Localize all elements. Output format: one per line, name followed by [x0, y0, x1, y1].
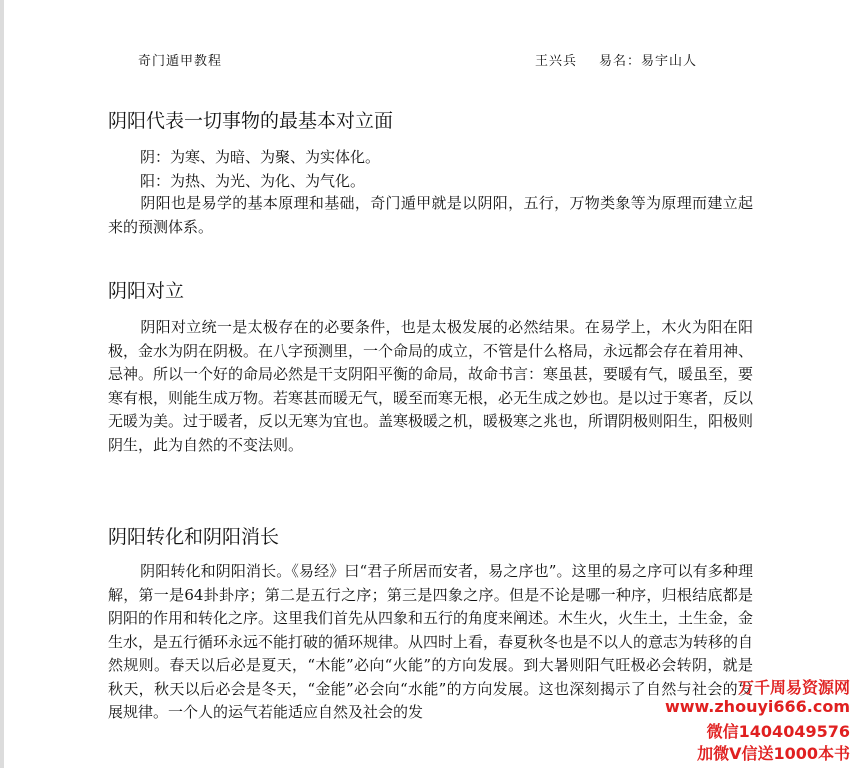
page-header — [0, 50, 858, 70]
scan-edge — [0, 0, 4, 768]
book-title: 奇门遁甲教程 — [138, 54, 223, 69]
section2-paragraph — [108, 316, 753, 457]
author-pen-name: 易名：易宇山人 — [599, 54, 698, 69]
section1-paragraph-text: 阴阳也是易学的基本原理和基础，奇门遁甲就是以阴阳，五行，万物类象等为原理而建立起来的预测体系。 — [108, 194, 753, 236]
yin-definition: 阴：为寒、为暗、为聚、为实体化。 — [140, 148, 381, 166]
watermark-url: www.zhouyi666.com — [664, 697, 850, 716]
author-info — [535, 50, 719, 69]
section3-paragraph — [108, 560, 753, 725]
section3-paragraph-text: 阴阳转化和阴阳消长。《易经》曰“君子所居而安者，易之序也”。这里的易之序可以有多种理解，第一是64卦卦序；第二是五行之序；第三是四象之序。但是不论是哪一种序，归根结底都是阴阳的作用和转化之序。这里我们首先从四象和五行的角度来阐述。木生火，火生土，土生金，金生水，是五行循环永远不能打破的循环规律。从四时上看，春夏秋冬也是不以人的意志为转移的自然规则。春天以后必是夏天，“木能”必向“火能”的方向发展。到大暑则阳气旺极必会转阴，就是秋天，秋天以后必会是冬天，“金能”必会向“水能”的方向发展。这也深刻揭示了自然与社会的发展规律。一个人的运气若能适应自然及社会的发 — [108, 562, 754, 721]
watermark-offer: 加微V信送1000本书 — [697, 744, 850, 763]
yang-definition: 阳：为热、为光、为化、为气化。 — [140, 172, 366, 190]
section2-paragraph-text: 阴阳对立统一是太极存在的必要条件，也是太极发展的必然结果。在易学上，木火为阳在阳极，金水为阴在阴极。在八字预测里，一个命局的成立，不管是什么格局，永远都会存在着用神、忌神。所以一个好的命局必然是干支阴阳平衡的命局，故命书言：寒虽甚，要暖有气，暖虽至，要寒有根，则能生成万物。若寒甚而暖无气，暖至而寒无根，必无生成之妙也。是以过于寒者，反以无暖为美。过于暖者，反以无寒为宜也。盖寒极暖之机，暖极寒之兆也，所谓阴极则阳生，阳极则阴生，此为自然的不变法则。 — [108, 318, 754, 454]
author-name: 王兴兵 — [535, 54, 578, 69]
section1-paragraph — [108, 192, 753, 239]
section-title-1: 阴阳代表一切事物的最基本对立面 — [108, 110, 394, 132]
section-title-3: 阴阳转化和阴阳消长 — [108, 526, 280, 548]
watermark-wechat: 微信1404049576 — [706, 722, 850, 741]
watermark-site-name: 万千周易资源网 — [737, 678, 850, 697]
section-title-2: 阴阳对立 — [108, 280, 185, 302]
